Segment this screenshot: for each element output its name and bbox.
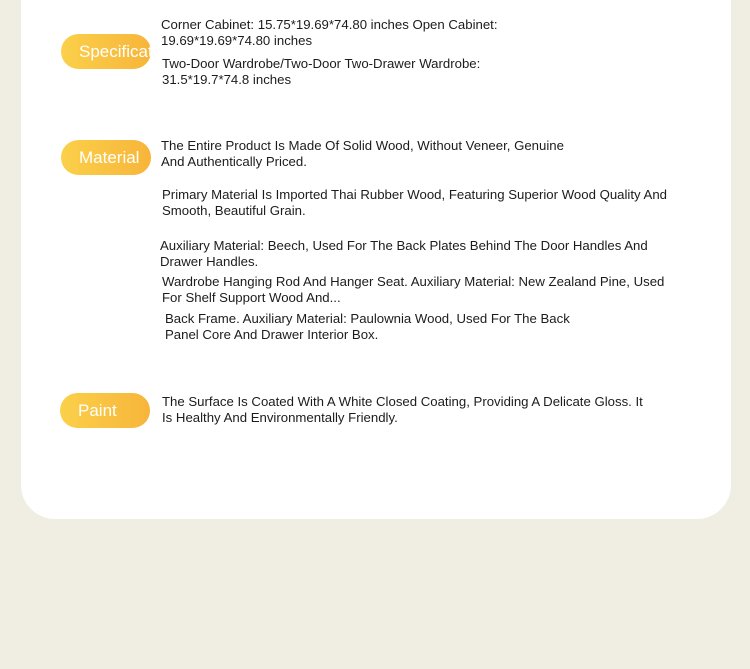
material-line-auxiliary-pine: Wardrobe Hanging Rod And Hanger Seat. Auxiliary Material: New Zealand Pine, Used For Shelf Support Wood And... xyxy=(162,274,665,305)
material-line-primary-material: Primary Material Is Imported Thai Rubber Wood, Featuring Superior Wood Quality And Smooth, Beautiful Grain. xyxy=(162,187,668,218)
specifications-label-badge: Specifications xyxy=(61,34,151,69)
paint-label-badge: Paint xyxy=(60,393,150,428)
material-line-solid-wood: The Entire Product Is Made Of Solid Wood, Without Veneer, Genuine And Authentically Priced. xyxy=(161,138,564,169)
material-line-auxiliary-beech: Auxiliary Material: Beech, Used For The Back Plates Behind The Door Handles And Drawer Handles. xyxy=(160,238,648,269)
specifications-line-wardrobe: Two-Door Wardrobe/Two-Door Two-Drawer Wardrobe: 31.5*19.7*74.8 inches xyxy=(162,56,481,87)
paint-line-coating: The Surface Is Coated With A White Closed Coating, Providing A Delicate Gloss. It Is Healthy And Environmentally Friendly. xyxy=(162,394,643,425)
specifications-line-corner-open-cabinet: Corner Cabinet: 15.75*19.69*74.80 inches Open Cabinet: 19.69*19.69*74.80 inches xyxy=(161,17,498,48)
material-label-badge: Material xyxy=(61,140,151,175)
material-line-auxiliary-paulownia: Back Frame. Auxiliary Material: Paulownia Wood, Used For The Back Panel Core And Drawer Interior Box. xyxy=(165,311,570,342)
